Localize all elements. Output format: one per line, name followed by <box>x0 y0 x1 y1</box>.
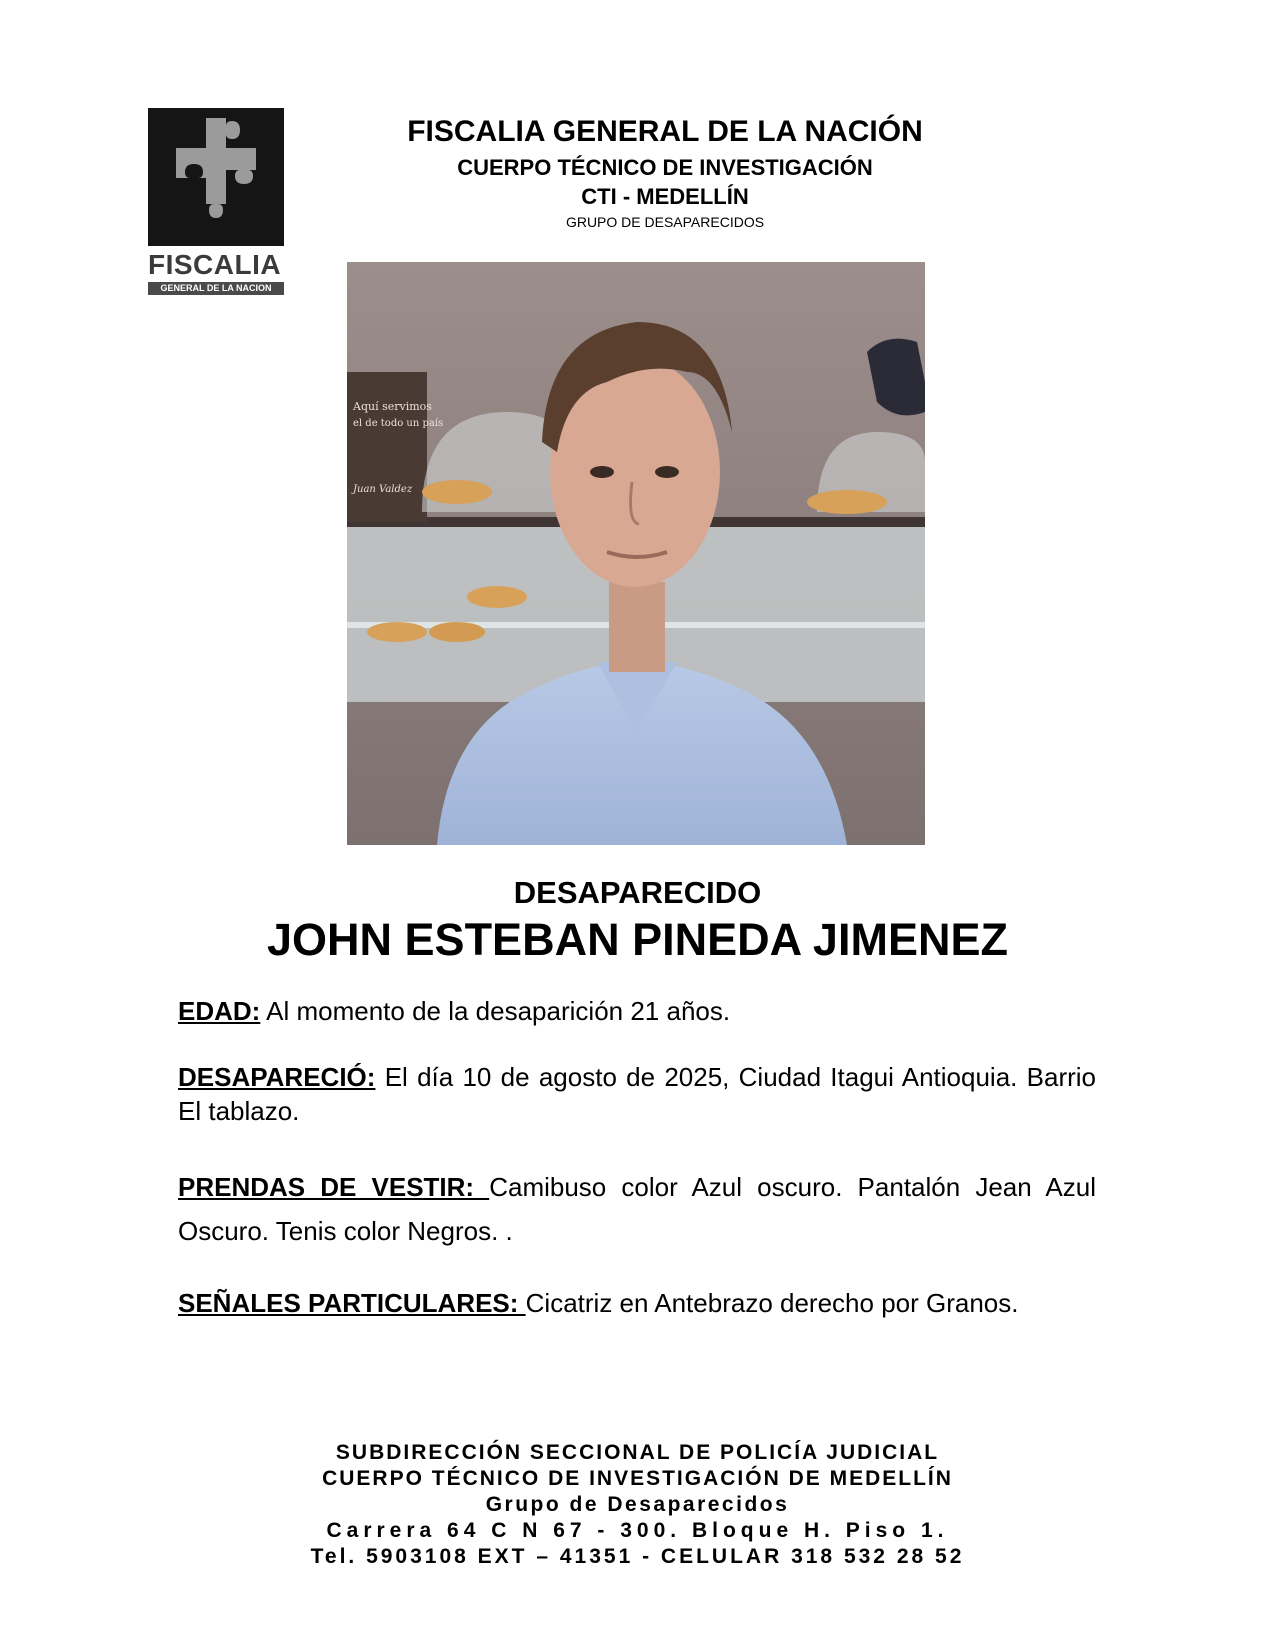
age-value: Al momento de la desaparición 21 años. <box>260 996 731 1026</box>
status-heading: DESAPARECIDO <box>513 875 762 910</box>
logo-subtitle: GENERAL DE LA NACION <box>148 282 284 295</box>
group-name: GRUPO DE DESAPARECIDOS <box>565 214 765 230</box>
shop-sign-line1: Aquí servimos <box>353 400 432 413</box>
fiscalia-logo <box>148 108 284 295</box>
shop-brand: Juan Valdez <box>353 484 413 495</box>
marks-label: SEÑALES PARTICULARES: <box>178 1288 526 1318</box>
agency-subtitle: CUERPO TÉCNICO DE INVESTIGACIÓN <box>457 155 873 180</box>
logo-emblem <box>148 108 284 246</box>
clothing-label: PRENDAS DE VESTIR: <box>178 1172 490 1202</box>
missing-person-photo <box>347 262 925 845</box>
logo-wordmark: FISCALIA <box>148 249 282 280</box>
footer-line4: Carrera 64 C N 67 - 300. Bloque H. Piso 1. <box>326 1519 949 1542</box>
disappeared-label: DESAPARECIÓ: <box>178 1062 376 1092</box>
disappeared-field <box>178 1060 1096 1128</box>
shop-sign-line2: el de todo un país <box>353 418 444 429</box>
person-name: JOHN ESTEBAN PINEDA JIMENEZ <box>267 914 1008 965</box>
footer <box>0 1440 1275 1570</box>
marks-value: Cicatriz en Antebrazo derecho por Granos. <box>525 1288 1019 1318</box>
agency-title: FISCALIA GENERAL DE LA NACIÓN <box>407 115 923 148</box>
footer-line3: Grupo de Desaparecidos <box>485 1493 790 1516</box>
age-field <box>178 994 1096 1028</box>
disappeared-value: El día 10 de agosto de 2025, Ciudad Itagui Antioquia. Barrio El tablazo. <box>178 1062 1096 1126</box>
puzzle-piece-icon <box>176 118 256 236</box>
footer-line2: CUERPO TÉCNICO DE INVESTIGACIÓN DE MEDELLÍN <box>322 1467 953 1490</box>
clothing-value: Camibuso color Azul oscuro. Pantalón Jean Azul Oscuro. Tenis color Negros. . <box>178 1172 1096 1246</box>
marks-field <box>178 1281 1096 1325</box>
footer-line1: SUBDIRECCIÓN SECCIONAL DE POLICÍA JUDICIAL <box>335 1441 940 1464</box>
clothing-field <box>178 1165 1096 1253</box>
office-name: CTI - MEDELLÍN <box>581 184 749 209</box>
age-label: EDAD: <box>178 996 261 1026</box>
footer-line5: Tel. 5903108 EXT – 41351 - CELULAR 318 532 28 52 <box>310 1545 965 1568</box>
